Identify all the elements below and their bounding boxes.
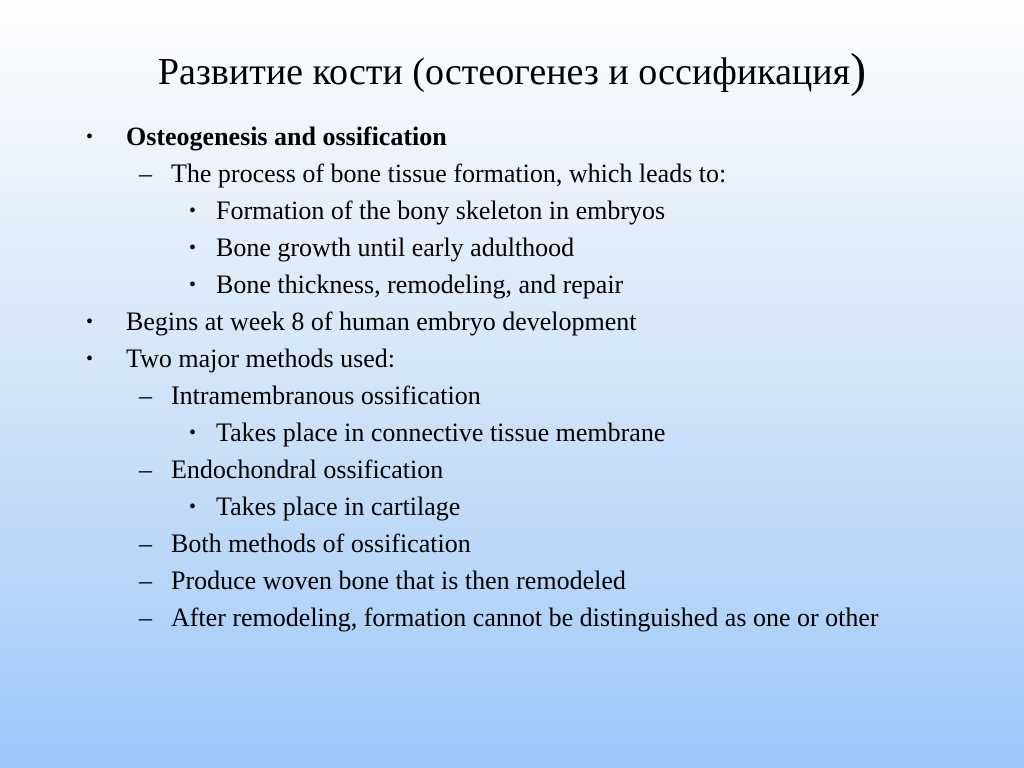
bullet-marker: • <box>189 200 197 222</box>
list-item-text: Bone growth until early adulthood <box>216 233 575 262</box>
dash-marker: – <box>139 381 152 410</box>
list-item <box>0 344 1024 374</box>
list-item <box>0 381 1024 411</box>
list-item <box>0 566 1024 596</box>
dash-marker: – <box>139 603 152 632</box>
list-item-text: Intramembranous ossification <box>171 381 481 410</box>
dash-marker: – <box>139 455 152 484</box>
slide-title-text: Развитие кости (остеогенез и оссификация <box>157 51 851 93</box>
list-item <box>0 122 1024 152</box>
list-item <box>0 455 1024 485</box>
bullet-marker: • <box>189 237 197 259</box>
list-item <box>0 196 1024 226</box>
list-item-text: Osteogenesis and ossification <box>126 122 447 151</box>
list-item-text: After remodeling, formation cannot be distinguished as one or other <box>171 603 879 632</box>
bullet-marker: • <box>189 496 197 518</box>
bullet-list <box>0 122 1024 633</box>
bullet-marker: • <box>189 422 197 444</box>
list-item-text: Endochondral ossification <box>171 455 444 484</box>
slide-title-closing-paren: ) <box>850 44 867 97</box>
dash-marker: – <box>139 529 152 558</box>
list-item-text: Both methods of ossification <box>171 529 471 558</box>
list-item <box>0 529 1024 559</box>
dash-marker: – <box>139 159 152 188</box>
list-item-text: Produce woven bone that is then remodeled <box>171 566 626 595</box>
list-item-text: Two major methods used: <box>126 344 395 373</box>
slide-title <box>0 42 1024 100</box>
list-item <box>0 270 1024 300</box>
list-item <box>0 418 1024 448</box>
dash-marker: – <box>139 566 152 595</box>
list-item <box>0 603 1024 633</box>
list-item <box>0 233 1024 263</box>
list-item-text: Takes place in connective tissue membrane <box>216 418 666 447</box>
bullet-marker: • <box>86 348 94 370</box>
list-item <box>0 159 1024 189</box>
list-item <box>0 307 1024 337</box>
list-item-text: Begins at week 8 of human embryo development <box>126 307 637 336</box>
bullet-marker: • <box>189 274 197 296</box>
list-item-text: Bone thickness, remodeling, and repair <box>216 270 624 299</box>
list-item-text: Takes place in cartilage <box>216 492 461 521</box>
list-item <box>0 492 1024 522</box>
list-item-text: Formation of the bony skeleton in embryos <box>216 196 666 225</box>
list-item-text: The process of bone tissue formation, which leads to: <box>171 159 727 188</box>
bullet-marker: • <box>86 311 94 333</box>
bullet-marker: • <box>86 126 94 148</box>
